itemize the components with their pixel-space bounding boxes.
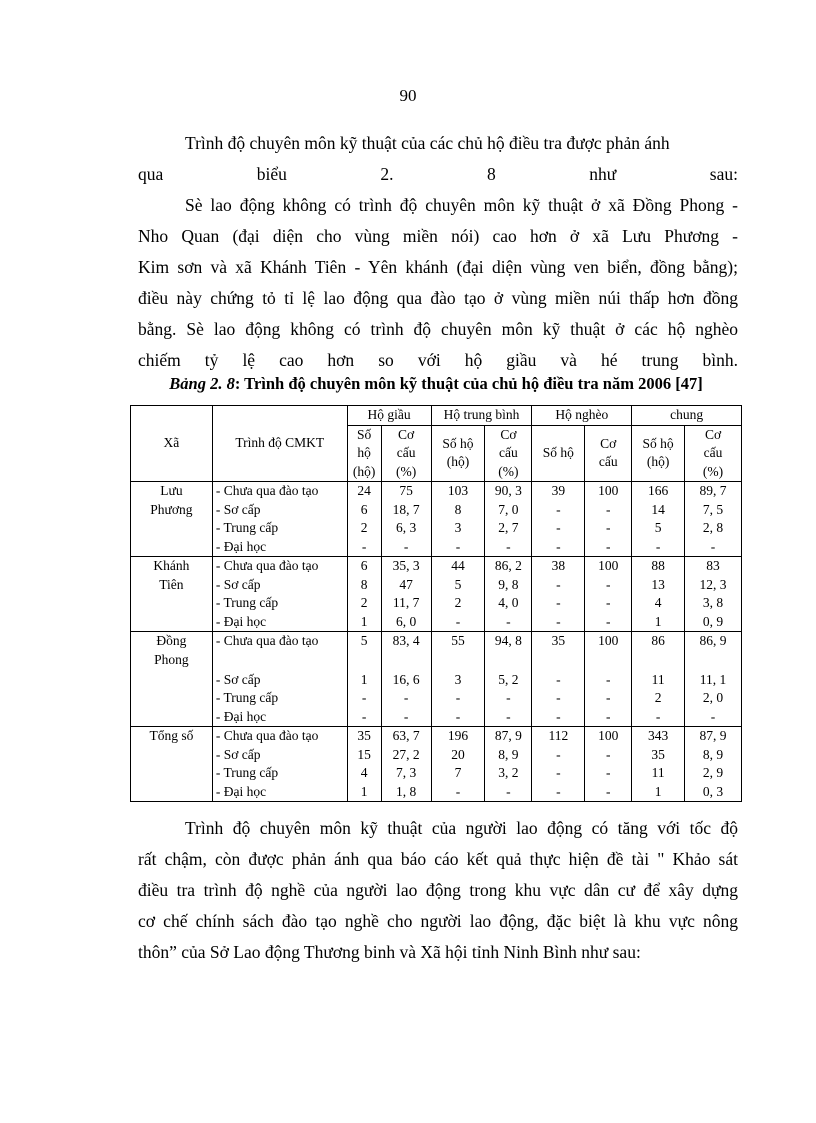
value-column — [632, 557, 685, 632]
sub-header-text: Số hộ — [542, 445, 574, 460]
commune-name — [131, 557, 213, 632]
sub-header-text: (%) — [702, 463, 724, 479]
level-labels — [212, 632, 347, 727]
sub-header-cell — [485, 425, 532, 482]
table-cell: 1 — [360, 671, 368, 687]
table-cell: - — [556, 708, 561, 724]
text-line: chiếm tỷ lệ cao hơn so với hộ giầu và hé trung bình. — [138, 350, 738, 370]
table-cell: 35 — [357, 728, 371, 743]
table-cell: - — [556, 595, 561, 610]
sub-header-text: Cơ — [704, 426, 722, 442]
table-cell: 0, 3 — [702, 783, 724, 799]
value-column — [347, 727, 381, 802]
commune-name-text: Tiên — [159, 576, 184, 592]
table-cell: 2, 0 — [702, 690, 724, 705]
table-cell: 7 — [454, 765, 462, 780]
value-column — [685, 727, 742, 802]
table-cell: - — [556, 783, 561, 799]
table-row — [131, 727, 742, 802]
table-cell: 2 — [360, 595, 368, 610]
value-column — [347, 557, 381, 632]
table-cell: - — [506, 538, 511, 554]
table-cell: 2, 9 — [702, 765, 724, 780]
table-cell: 87, 9 — [699, 728, 727, 743]
commune-name — [131, 482, 213, 557]
value-column — [381, 727, 431, 802]
commune-name-text: Phương — [150, 501, 193, 517]
table-cell: - — [655, 538, 661, 554]
table-cell: 4, 0 — [498, 595, 519, 610]
table-cell: 83, 4 — [392, 633, 420, 648]
table-cell: - — [556, 520, 561, 535]
sub-header-text: Số hộ — [442, 435, 474, 451]
sub-header-text: (hộ) — [646, 454, 670, 470]
intro-line-1: Trình độ chuyên môn kỹ thuật của các chủ hộ điều tra được phản ánh — [185, 133, 670, 153]
table-cell: 35 — [651, 746, 665, 762]
header-group-total: chung — [632, 406, 742, 426]
table-cell: 83 — [706, 558, 720, 573]
table-cell: - — [605, 613, 611, 629]
sub-header-cell — [585, 425, 632, 482]
table-cell: 86 — [651, 633, 665, 648]
table-cell: 3, 2 — [498, 765, 519, 780]
sub-header-cell — [431, 425, 485, 482]
table-cell: - — [403, 538, 409, 554]
table-cell: 2, 7 — [498, 520, 519, 535]
sub-header-text: Cơ — [398, 426, 415, 442]
table-row — [131, 632, 742, 727]
value-column — [431, 632, 485, 727]
table-cell: - — [605, 520, 611, 535]
table-cell: 6 — [360, 501, 368, 517]
table-cell: 3, 8 — [702, 595, 724, 610]
table-row — [131, 482, 742, 557]
level-label: - Trung cấp — [215, 520, 279, 535]
table-cell: - — [455, 708, 461, 724]
table-cell: - — [605, 746, 611, 762]
value-column — [532, 727, 585, 802]
table-cell: - — [506, 613, 511, 629]
commune-name-text: Phong — [154, 651, 189, 667]
intro-word: 8 — [487, 164, 496, 184]
level-label: - Chưa qua đào tạo — [215, 558, 319, 573]
sub-header-text: hộ — [357, 445, 371, 460]
table-cell: 15 — [357, 746, 371, 762]
table-cell: 13 — [651, 576, 665, 592]
sub-header-text: (%) — [498, 463, 519, 479]
commune-name-text: Đồng — [156, 633, 187, 648]
sub-header-text: cấu — [499, 445, 518, 460]
table-cell: 11 — [651, 765, 665, 780]
level-labels — [212, 727, 347, 802]
table-cell: - — [605, 576, 611, 592]
sub-header-text: cấu — [396, 445, 416, 460]
text-line: Trình độ chuyên môn kỹ thuật của người lao động có tăng với tốc độ — [185, 818, 738, 838]
commune-name-text: Khánh — [153, 558, 190, 573]
table-cell: - — [556, 746, 561, 762]
table-cell: 89, 7 — [699, 483, 727, 498]
value-column — [431, 727, 485, 802]
value-column — [585, 557, 632, 632]
header-xa: Xã — [131, 406, 213, 482]
value-column — [485, 727, 532, 802]
table-cell: - — [455, 538, 461, 554]
level-label: - Sơ cấp — [215, 671, 261, 687]
level-labels — [212, 482, 347, 557]
table-cell: 1 — [360, 783, 368, 799]
table-cell: - — [605, 765, 611, 780]
value-column — [347, 482, 381, 557]
qualification-table — [130, 405, 742, 802]
sub-header-cell — [381, 425, 431, 482]
table-cell: 100 — [598, 728, 619, 743]
level-label: - Đại học — [215, 783, 267, 799]
table-cell: 2 — [454, 595, 462, 610]
table-cell: 100 — [598, 483, 619, 498]
commune-name-text: Lưu — [160, 483, 183, 498]
table-cell: 94, 8 — [494, 633, 522, 648]
value-column — [381, 632, 431, 727]
table-cell: 196 — [447, 728, 469, 743]
value-column — [685, 632, 742, 727]
level-label: - Sơ cấp — [215, 576, 261, 592]
level-label: - Sơ cấp — [215, 501, 261, 517]
header-group-poor: Hộ nghèo — [532, 406, 632, 426]
table-cell: 87, 9 — [494, 728, 522, 743]
table-cell: 5, 2 — [498, 671, 519, 687]
table-cell: 100 — [598, 633, 619, 648]
table-cell: - — [506, 783, 511, 799]
table-cell: 35, 3 — [392, 558, 420, 573]
table-cell: 47 — [399, 576, 413, 592]
table-caption-title: : Trình độ chuyên môn kỹ thuật của chủ hộ điều tra năm 2006 [47] — [234, 374, 703, 393]
table-cell: - — [361, 690, 367, 705]
value-column — [632, 727, 685, 802]
table-cell: 88 — [651, 558, 665, 573]
table-cell: 8, 9 — [498, 746, 519, 762]
level-label: - Sơ cấp — [215, 746, 261, 762]
table-cell: 4 — [360, 765, 368, 780]
text-line: điều tra trình độ nghề của người lao động trong khu vực dân cư để xây dựng — [138, 880, 738, 900]
text-line: cơ chế chính sách đào tạo nghề cho người lao động, đặc biệt là khu vực nông — [138, 911, 738, 931]
table-cell: - — [455, 613, 461, 629]
table-cell: 3 — [454, 520, 462, 535]
table-cell: 11 — [651, 671, 665, 687]
table-cell: - — [556, 671, 561, 687]
intro-paragraph — [138, 128, 738, 190]
analysis-paragraph — [138, 190, 738, 376]
sub-header-text: cấu — [598, 454, 618, 470]
table-cell: - — [710, 538, 716, 554]
level-label: - Chưa qua đào tạo — [215, 483, 319, 498]
table-cell: 2 — [360, 520, 368, 535]
table-cell: 1, 8 — [395, 783, 417, 799]
table-caption — [130, 374, 742, 394]
table-cell: 38 — [551, 558, 566, 573]
table-cell: 75 — [399, 483, 413, 498]
intro-line-2 — [138, 159, 738, 190]
commune-name-text: Tổng số — [149, 728, 194, 743]
table-cell: 112 — [548, 728, 569, 743]
sub-header-cell — [347, 425, 381, 482]
value-column — [632, 482, 685, 557]
commune-name — [131, 727, 213, 802]
table-cell: - — [710, 708, 716, 724]
level-label: - Đại học — [215, 538, 267, 554]
table-cell: 5 — [454, 576, 462, 592]
table-cell: 9, 8 — [498, 576, 519, 592]
level-label: - Đại học — [215, 708, 267, 724]
table-cell: - — [605, 690, 611, 705]
table-cell: 0, 9 — [702, 613, 724, 629]
table-cell: 2 — [654, 690, 662, 705]
table-cell: - — [556, 613, 561, 629]
page-number: 90 — [399, 86, 417, 105]
table-cell: 86, 9 — [699, 633, 727, 648]
table-cell: 11, 1 — [699, 671, 727, 687]
table-cell: 8, 9 — [702, 746, 724, 762]
table-cell: - — [556, 501, 561, 517]
table-cell: 12, 3 — [699, 576, 727, 592]
header-group-average: Hộ trung bình — [431, 406, 532, 426]
intro-word: sau: — [709, 164, 738, 184]
table-cell: 7, 0 — [498, 501, 519, 517]
value-column — [485, 557, 532, 632]
table-cell: 5 — [360, 633, 368, 648]
table-cell: - — [361, 708, 367, 724]
text-line: rất chậm, còn được phản ánh qua báo cáo kết quả thực hiện đề tài " Khảo sát — [138, 849, 738, 869]
table-cell: - — [655, 708, 661, 724]
level-label: - Trung cấp — [215, 765, 279, 780]
value-column — [685, 557, 742, 632]
closing-paragraph — [138, 813, 738, 968]
table-cell: - — [361, 538, 367, 554]
text-line: bằng. Sè lao động không có trình độ chuyên môn kỹ thuật ở các hộ nghèo — [138, 319, 738, 339]
intro-word: như — [589, 164, 617, 184]
value-column — [381, 482, 431, 557]
header-group-rich: Hộ giầu — [347, 406, 431, 426]
value-column — [485, 632, 532, 727]
table-cell: 63, 7 — [392, 728, 420, 743]
table-cell: 16, 6 — [392, 671, 420, 687]
table-cell: 1 — [360, 613, 368, 629]
table-cell: - — [605, 671, 611, 687]
table-cell: 35 — [551, 633, 566, 648]
table-caption-label: Bảng 2. 8 — [169, 374, 235, 393]
table-cell: 11, 7 — [392, 595, 420, 610]
header-trinh-do: Trình độ CMKT — [212, 406, 347, 482]
table-cell: 90, 3 — [494, 483, 522, 498]
level-label: - Chưa qua đào tạo — [215, 633, 319, 648]
table-cell: 6, 0 — [395, 613, 417, 629]
text-line: thôn” của Sở Lao động Thương binh và Xã hội tỉnh Ninh Bình như sau: — [138, 942, 641, 962]
sub-header-text: Số — [357, 426, 372, 442]
sub-header-text: Cơ — [600, 435, 617, 451]
value-column — [431, 482, 485, 557]
intro-word: biểu — [256, 164, 287, 184]
table-cell: - — [506, 708, 511, 724]
intro-word: 2. — [380, 164, 394, 184]
value-column — [685, 482, 742, 557]
table-cell: - — [556, 765, 561, 780]
table-cell: 6 — [360, 558, 368, 573]
table-cell: 55 — [451, 633, 465, 648]
table-cell: 1 — [654, 783, 662, 799]
table-cell: 14 — [651, 501, 665, 517]
table-row — [131, 557, 742, 632]
sub-header-text: Cơ — [500, 426, 517, 442]
value-column — [585, 482, 632, 557]
table-cell: 18, 7 — [392, 501, 420, 517]
table-cell: 1 — [654, 613, 662, 629]
sub-header-cell — [685, 425, 742, 482]
sub-header-text: Số hộ — [642, 435, 674, 451]
table-cell: - — [506, 690, 511, 705]
table-cell: 44 — [451, 558, 465, 573]
sub-header-text: (hộ) — [446, 454, 470, 470]
table-cell: - — [403, 690, 409, 705]
sub-header-cell — [632, 425, 685, 482]
table-cell: 24 — [357, 483, 371, 498]
level-label: - Chưa qua đào tạo — [215, 728, 319, 743]
table-cell: 103 — [447, 483, 469, 498]
sub-header-text: (%) — [395, 463, 417, 479]
value-column — [532, 632, 585, 727]
table-cell: 7, 3 — [395, 765, 417, 780]
table-cell: 6, 3 — [395, 520, 417, 535]
table-cell: 39 — [551, 483, 566, 498]
table-cell: 8 — [454, 501, 462, 517]
text-line: Sè lao động không có trình độ chuyên môn kỹ thuật ở xã Đồng Phong - — [185, 195, 738, 215]
table-cell: - — [455, 690, 461, 705]
table-cell: 2, 8 — [702, 520, 724, 535]
table-cell: 343 — [647, 728, 669, 743]
table-cell: 7, 5 — [702, 501, 724, 517]
sub-header-text: (hộ) — [352, 463, 376, 479]
commune-name — [131, 632, 213, 727]
intro-word: qua — [138, 164, 164, 184]
table-cell: - — [455, 783, 461, 799]
table-cell: 3 — [454, 671, 462, 687]
level-labels — [212, 557, 347, 632]
value-column — [585, 632, 632, 727]
table-cell: 5 — [654, 520, 662, 535]
level-label: - Đại học — [215, 613, 267, 629]
table-cell: 8 — [360, 576, 368, 592]
value-column — [585, 727, 632, 802]
table-cell: 100 — [598, 558, 619, 573]
table-cell: 4 — [654, 595, 662, 610]
table-cell: - — [556, 576, 561, 592]
value-column — [485, 482, 532, 557]
value-column — [431, 557, 485, 632]
table-cell: - — [556, 538, 561, 554]
table-cell: 27, 2 — [392, 746, 420, 762]
table-cell: 166 — [647, 483, 669, 498]
level-label: - Trung cấp — [215, 690, 279, 705]
table-cell: 86, 2 — [494, 558, 522, 573]
table-cell: - — [605, 783, 611, 799]
table-cell: - — [403, 708, 409, 724]
value-column — [381, 557, 431, 632]
text-line: Kim sơn và xã Khánh Tiên - Yên khánh (đại diện vùng ven biển, đồng bằng); — [138, 257, 738, 277]
value-column — [347, 632, 381, 727]
table-cell: - — [605, 595, 611, 610]
sub-header-cell — [532, 425, 585, 482]
value-column — [532, 482, 585, 557]
table-cell: - — [605, 708, 611, 724]
table-cell: - — [556, 690, 561, 705]
value-column — [532, 557, 585, 632]
value-column — [632, 632, 685, 727]
table-cell: - — [605, 538, 611, 554]
table-cell: 20 — [451, 746, 465, 762]
table-cell: - — [605, 501, 611, 517]
text-line: Nho Quan (đại diện cho vùng miền nói) cao hơn ở xã Lưu Phương - — [138, 226, 738, 246]
text-line: điều này chứng tỏ tỉ lệ lao động qua đào tạo ở vùng miền núi thấp hơn đồng — [138, 288, 738, 308]
level-label: - Trung cấp — [215, 595, 279, 610]
sub-header-text: cấu — [703, 445, 723, 460]
